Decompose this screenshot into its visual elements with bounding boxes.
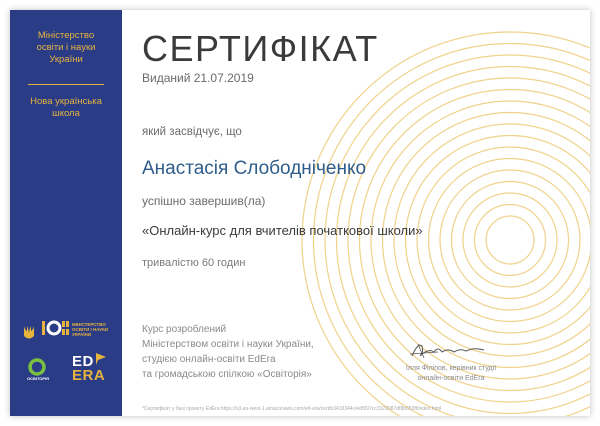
developed-by-line: та громадською спілкою «Освіторія» xyxy=(142,369,312,380)
issue-date: Виданий 21.07.2019 xyxy=(142,71,254,85)
nus-line: Нова українська xyxy=(30,96,102,107)
developed-by-line: Курс розроблений xyxy=(142,324,227,335)
ring xyxy=(394,124,590,356)
ring xyxy=(475,205,546,276)
nus-line: школа xyxy=(52,108,80,119)
course-title: «Онлайн-курс для вчителів початкової школи» xyxy=(142,223,423,238)
moes-logo-line: ОСВІТИ І НАУКИ xyxy=(72,327,109,332)
edera-logo-top: ED xyxy=(72,353,94,370)
moes-logo-line: МІНІСТЕРСТВО xyxy=(72,322,106,327)
completed-text: успішно завершив(ла) xyxy=(142,194,266,208)
ring xyxy=(440,170,580,310)
certificate-title: СЕРТИФІКАТ xyxy=(142,28,379,69)
signature-image xyxy=(408,338,488,362)
edera-logo-bottom: ERA xyxy=(72,367,106,384)
ring xyxy=(486,216,534,264)
ministry-line: України xyxy=(49,54,83,65)
developed-by-line: студією онлайн-освіти EdEra xyxy=(142,354,276,365)
attest-text: який засвідчує, що xyxy=(142,126,242,138)
course-duration: тривалістю 60 годин xyxy=(142,257,246,269)
certificate xyxy=(10,10,590,416)
recipient-name: Анастасія Слободніченко xyxy=(142,158,367,179)
ring xyxy=(463,193,557,287)
signer-caption xyxy=(396,364,506,384)
verification-footnote: *Сертифікат у базі проекту EdEra https://s3.eu-west-1.amazonaws.com/ed-era/cert/b3419344c4e8597cc3122087df8b053ff/index.html xyxy=(142,406,442,412)
signer-line: онлайн-освіти EdEra xyxy=(417,375,485,382)
ring xyxy=(406,136,591,345)
ring xyxy=(417,147,590,333)
moes-logo-line: УКРАЇНИ xyxy=(72,332,92,337)
osvitoria-logo-text: ОСВІТОРІЯ xyxy=(26,376,50,381)
developed-by xyxy=(142,322,314,382)
ring xyxy=(452,182,569,299)
ministry-line: Міністерство xyxy=(37,30,95,41)
ministry-line: освіти і науки xyxy=(36,42,96,53)
ring xyxy=(429,159,591,322)
developed-by-line: Міністерством освіти і науки України, xyxy=(142,339,314,350)
signer-line: Ілля Філіпов, керівник студії xyxy=(405,365,497,372)
